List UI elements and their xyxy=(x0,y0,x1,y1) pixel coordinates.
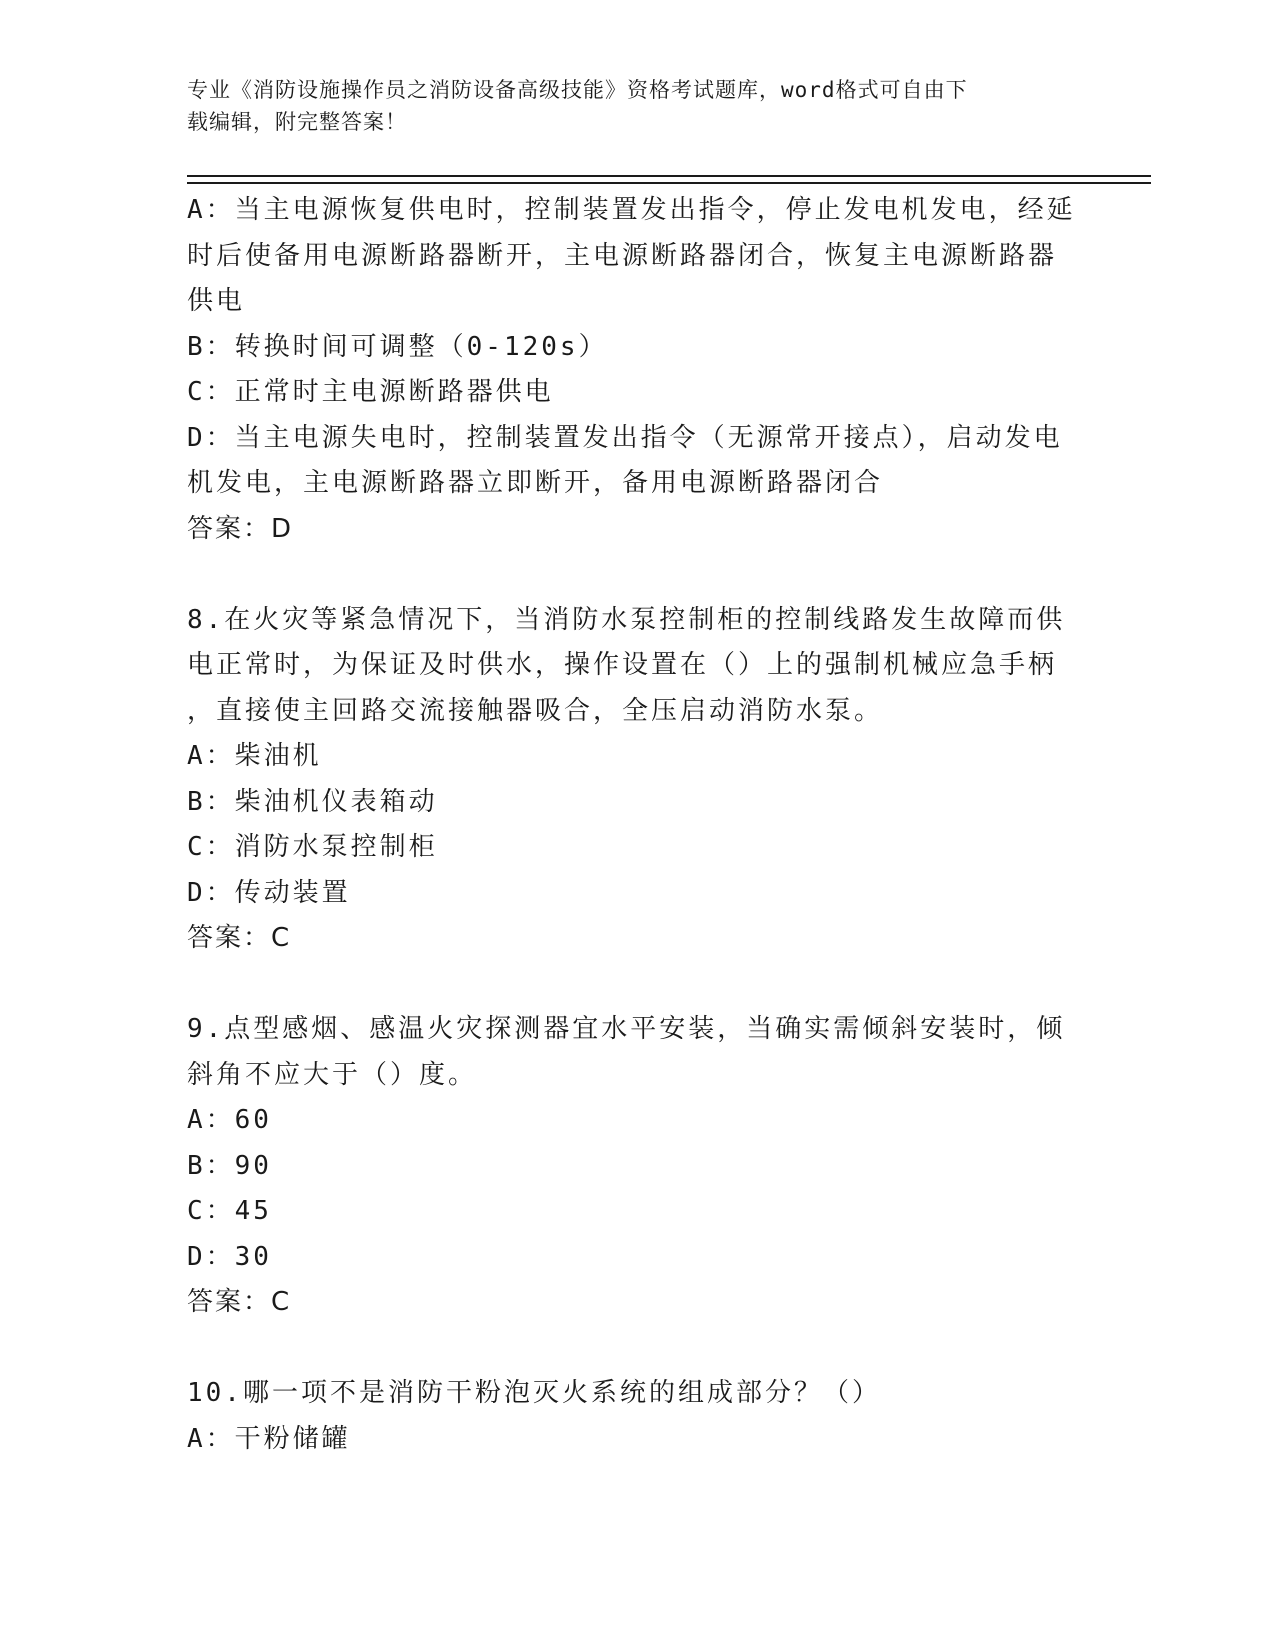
question-9 xyxy=(187,1007,1087,1326)
spacer xyxy=(187,552,1087,598)
question-8 xyxy=(187,598,1087,962)
question-stem-line-3: ，直接使主回路交流接触器吸合，全压启动消防水泵。 xyxy=(187,695,884,726)
option-c: C：正常时主电源断路器供电 xyxy=(187,377,554,407)
option-b: B：转换时间可调整（0-120s） xyxy=(187,331,608,362)
header-divider-top xyxy=(187,175,1151,177)
header-line-1: 专业《消防设施操作员之消防设备高级技能》资格考试题库，word格式可自由下 xyxy=(187,78,968,102)
option-d-line-2: 机发电，主电源断路器立即断开，备用电源断路器闭合 xyxy=(187,468,884,498)
answer-label: 答案：D xyxy=(187,513,294,544)
option-d: D：30 xyxy=(187,1241,272,1272)
option-d-line-1: D：当主电源失电时，控制装置发出指令（无源常开接点），启动发电 xyxy=(187,422,1063,453)
question-7-options xyxy=(187,188,1087,552)
option-a: A：柴油机 xyxy=(187,741,322,771)
answer-label: 答案：C xyxy=(187,1287,292,1317)
header-divider-bottom xyxy=(187,182,1151,184)
header-line-2: 载编辑，附完整答案！ xyxy=(187,110,407,134)
option-d: D：传动装置 xyxy=(187,877,351,908)
option-a: A：干粉储罐 xyxy=(187,1423,351,1454)
question-content xyxy=(187,188,1087,1462)
question-stem-line-1: 9.点型感烟、感温火灾探测器宜水平安装，当确实需倾斜安装时，倾 xyxy=(187,1014,1066,1044)
question-stem-line-2: 斜角不应大于（）度。 xyxy=(187,1059,478,1090)
option-a-line-1: A：当主电源恢复供电时，控制装置发出指令，停止发电机发电，经延 xyxy=(187,195,1076,225)
question-stem-line-2: 电正常时，为保证及时供水，操作设置在（）上的强制机械应急手柄 xyxy=(187,650,1058,680)
option-c: C：45 xyxy=(187,1196,272,1226)
option-b: B：90 xyxy=(187,1150,272,1181)
spacer xyxy=(187,1326,1087,1372)
question-stem-line-1: 10.哪一项不是消防干粉泡灭火系统的组成部分？（） xyxy=(187,1378,881,1408)
option-b: B：柴油机仪表箱动 xyxy=(187,786,438,817)
spacer xyxy=(187,962,1087,1008)
question-10 xyxy=(187,1371,1087,1462)
document-header xyxy=(187,74,1087,138)
option-a: A：60 xyxy=(187,1105,272,1135)
answer-label: 答案：C xyxy=(187,923,292,953)
option-a-line-2: 时后使备用电源断路器断开，主电源断路器闭合，恢复主电源断路器 xyxy=(187,240,1058,271)
option-a-line-3: 供电 xyxy=(187,286,246,316)
question-stem-line-1: 8.在火灾等紧急情况下，当消防水泵控制柜的控制线路发生故障而供 xyxy=(187,604,1066,635)
option-c: C：消防水泵控制柜 xyxy=(187,832,438,862)
